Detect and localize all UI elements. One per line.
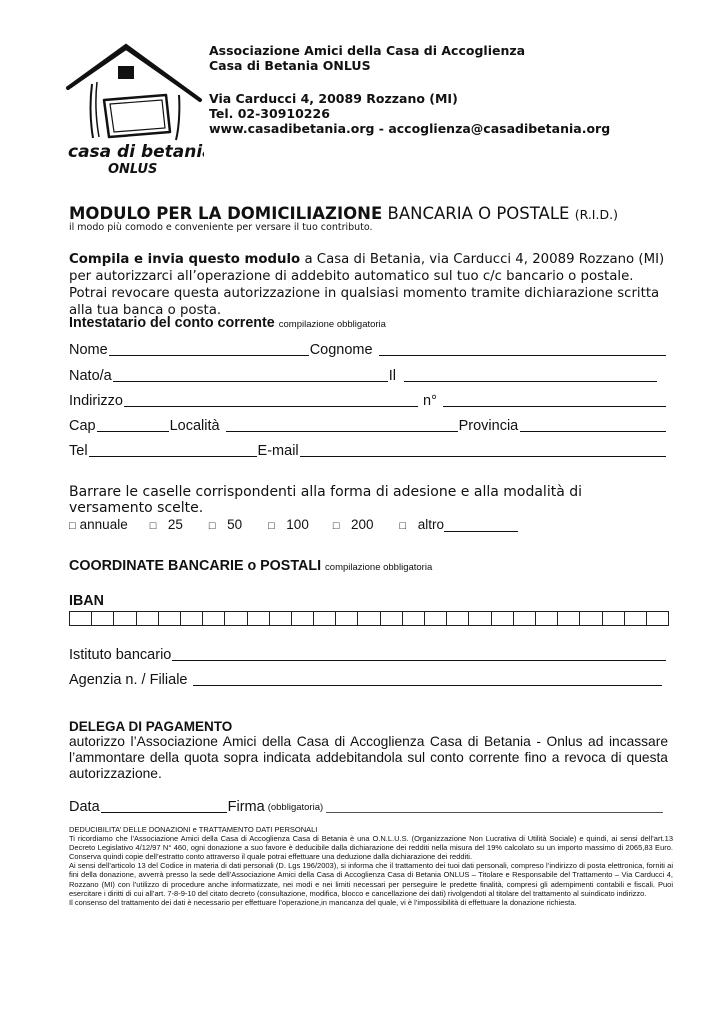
iban-cell[interactable]: [292, 612, 314, 625]
option-label: 50: [227, 517, 243, 532]
checkbox-icon[interactable]: □: [399, 520, 407, 532]
iban-cell[interactable]: [580, 612, 602, 625]
intestatario-heading-text: Intestatario del conto corrente: [69, 315, 275, 331]
istituto-field[interactable]: [172, 660, 666, 661]
org-address: Via Carducci 4, 20089 Rozzano (MI): [209, 91, 458, 106]
option-label: 25: [167, 517, 183, 532]
checkbox-icon[interactable]: □: [332, 520, 340, 532]
coordinate-note: compilazione obbligatoria: [325, 562, 433, 573]
iban-cell[interactable]: [137, 612, 159, 625]
option-altro[interactable]: [400, 517, 518, 532]
agenzia-field[interactable]: [193, 685, 662, 686]
checkbox-icon[interactable]: □: [149, 520, 157, 532]
checkbox-icon[interactable]: □: [208, 520, 216, 532]
row-nato-il: [69, 366, 667, 384]
cognome-field[interactable]: [379, 355, 666, 356]
localita-label: Località: [169, 418, 220, 434]
iban-cell[interactable]: [469, 612, 491, 625]
iban-cell[interactable]: [558, 612, 580, 625]
localita-field[interactable]: [226, 431, 458, 432]
iban-cell[interactable]: [159, 612, 181, 625]
intro-text: a Casa di Betania, via Carducci 4, 20089 Rozzano (MI) per autorizzarci all’operazione di addebito automatico sul tuo c/c bancario o postale. Potrai revocare questa autorizzazione in qualsiasi momento tramite dichiarazione scritta alla tua banca o posta.: [69, 252, 665, 318]
iban-cell[interactable]: [403, 612, 425, 625]
logo: [62, 40, 204, 175]
small-print-heading: DEDUCIBILITA’ DELLE DONAZIONI e TRATTAMENTO DATI PERSONALI: [69, 825, 318, 834]
iban-cell[interactable]: [425, 612, 447, 625]
iban-cell[interactable]: [536, 612, 558, 625]
iban-label: IBAN: [69, 593, 104, 609]
cap-field[interactable]: [97, 431, 169, 432]
iban-cell[interactable]: [181, 612, 203, 625]
option-200[interactable]: [333, 517, 374, 532]
numero-label: n°: [423, 393, 437, 409]
provincia-label: Provincia: [458, 418, 519, 434]
il-label: Il: [388, 368, 396, 384]
tel-label: Tel: [69, 443, 88, 459]
logo-subtext: ONLUS: [108, 162, 158, 175]
title-bold: MODULO PER LA DOMICILIAZIONE: [69, 204, 383, 223]
house-logo-icon: [62, 40, 204, 175]
option-25[interactable]: [150, 517, 183, 532]
row-agenzia: [69, 670, 663, 688]
adesione-instructions: Barrare le caselle corrispondenti alla forma di adesione e alla modalità di versamento scelte.: [69, 484, 583, 516]
iban-cell[interactable]: [225, 612, 247, 625]
small-print-p1: Ti ricordiamo che l’Associazione Amici della Casa di Accoglienza Casa di Betania è una O.N.L.U.S. (Organizzazione Non Lucrativa di Utilità Sociale) e quindi, ai sensi dell’art.13 Decreto Legislativo 4/12/97 N° 460, ogni donazione a suo favore è deducibile dalla dichiarazione dei redditi nella misura del 19% calcolato su un importo massimo di 2065,83 Euro. Conserva quindi copie dell’estratto conto attraverso il quale potrai effettuare una deduzione dalla dichiarazione dei redditi.: [69, 834, 673, 862]
altro-field[interactable]: [444, 519, 518, 532]
coordinate-heading-text: COORDINATE BANCARIE o POSTALI: [69, 558, 322, 574]
adesione-options: [69, 517, 518, 532]
tel-field[interactable]: [89, 456, 257, 457]
intestatario-note: compilazione obbligatoria: [278, 319, 386, 330]
numero-field[interactable]: [443, 406, 666, 407]
page-title: [69, 204, 618, 223]
nato-label: Nato/a: [69, 368, 112, 384]
iban-cell[interactable]: [625, 612, 647, 625]
intestatario-heading: [69, 315, 386, 331]
option-50[interactable]: [209, 517, 242, 532]
iban-cell[interactable]: [270, 612, 292, 625]
nome-label: Nome: [69, 342, 108, 358]
option-annuale[interactable]: [69, 517, 128, 532]
org-web-email: www.casadibetania.org - accoglienza@casadibetania.org: [209, 121, 611, 136]
row-data-firma: [69, 797, 663, 815]
option-label: 100: [286, 517, 309, 532]
delega-text: autorizzo l’Associazione Amici della Casa di Accoglienza Casa di Betania - Onlus ad incassare l’ammontare della quota sopra indicata addebitandola sul conto corrente fino a revoca di questa autorizzazione.: [69, 734, 668, 781]
row-indirizzo: [69, 391, 667, 409]
iban-cell[interactable]: [603, 612, 625, 625]
agenzia-label: Agenzia n. / Filiale: [69, 672, 188, 688]
small-print-p3: Il consenso del trattamento dei dati è necessario per effettuare l’operazione,in mancanza del quale, vi è l’impossibilità di effettuare la donazione richiesta.: [69, 897, 577, 907]
email-field[interactable]: [300, 456, 666, 457]
option-label: annuale: [79, 517, 128, 532]
title-rid: (R.I.D.): [574, 207, 618, 222]
nome-field[interactable]: [109, 355, 309, 356]
row-tel-email: [69, 441, 667, 459]
iban-cell[interactable]: [358, 612, 380, 625]
row-cap-localita: [69, 416, 667, 434]
row-nome-cognome: [69, 340, 667, 358]
iban-cell[interactable]: [114, 612, 136, 625]
cap-label: Cap: [69, 418, 96, 434]
small-print: [69, 825, 673, 907]
iban-cell[interactable]: [492, 612, 514, 625]
intro-bold: Compila e invia questo modulo: [69, 252, 301, 267]
small-print-p2: Ai sensi dell’articolo 13 del Codice in materia di dati personali (D. Lgs 196/2003), si informa che il trattamento dei tuoi dati personali, compreso l’indirizzo di posta elettronica, forniti ai fini della donazione, avverrà presso la sede dell’Associazione Amici della Casa di Accoglienza Casa di Betania ONLUS – Titolare e Responsabile del Trattamento – Via Carducci 4, Rozzano (MI) con l’utilizzo di procedure anche informatizzate, nei modi e nei limiti necessari per perseguire le predette finalità, compresi gli adempimenti contabili e fiscali. Puoi esercitare i diritti di cui all’art. 7-8-9-10 del citato decreto (consultazione, modifica, blocco e cancellazione dei dati) rivolgendoti al titolare del trattamento al suindicato indirizzo.: [69, 861, 673, 898]
delega-heading: DELEGA DI PAGAMENTO: [69, 719, 233, 734]
provincia-field[interactable]: [520, 431, 666, 432]
iban-cell[interactable]: [336, 612, 358, 625]
iban-grid[interactable]: [69, 611, 669, 626]
iban-cell[interactable]: [70, 612, 92, 625]
iban-cell[interactable]: [248, 612, 270, 625]
checkbox-icon[interactable]: □: [69, 520, 76, 532]
iban-cell[interactable]: [514, 612, 536, 625]
cognome-label: Cognome: [309, 342, 373, 358]
iban-cell[interactable]: [381, 612, 403, 625]
firma-field[interactable]: [326, 812, 663, 813]
indirizzo-field[interactable]: [124, 406, 418, 407]
iban-cell[interactable]: [92, 612, 114, 625]
nato-field[interactable]: [113, 381, 388, 382]
org-name-line1: Associazione Amici della Casa di Accoglienza: [209, 43, 526, 58]
title-normal: BANCARIA O POSTALE: [387, 204, 570, 223]
option-label: altro: [417, 517, 444, 532]
email-label: E-mail: [257, 443, 299, 459]
iban-cell[interactable]: [647, 612, 668, 625]
iban-cell[interactable]: [203, 612, 225, 625]
indirizzo-label: Indirizzo: [69, 393, 123, 409]
org-name-line2: Casa di Betania ONLUS: [209, 58, 371, 73]
page-subtitle: il modo più comodo e conveniente per versare il tuo contributo.: [69, 222, 373, 233]
il-field[interactable]: [404, 381, 657, 382]
coordinate-heading: [69, 558, 432, 574]
iban-cell[interactable]: [314, 612, 336, 625]
data-field[interactable]: [101, 812, 227, 813]
checkbox-icon[interactable]: □: [268, 520, 275, 532]
row-istituto: [69, 645, 667, 663]
istituto-label: Istituto bancario: [69, 647, 172, 663]
data-label: Data: [69, 799, 100, 815]
logo-text: casa di betania: [68, 142, 204, 162]
option-100[interactable]: [268, 517, 309, 532]
org-phone: Tel. 02-30910226: [209, 106, 330, 121]
firma-label: Firma: [227, 799, 265, 815]
firma-note: (obbligatoria): [267, 802, 324, 813]
intro-paragraph: [69, 251, 669, 319]
iban-cell[interactable]: [447, 612, 469, 625]
option-label: 200: [351, 517, 374, 532]
